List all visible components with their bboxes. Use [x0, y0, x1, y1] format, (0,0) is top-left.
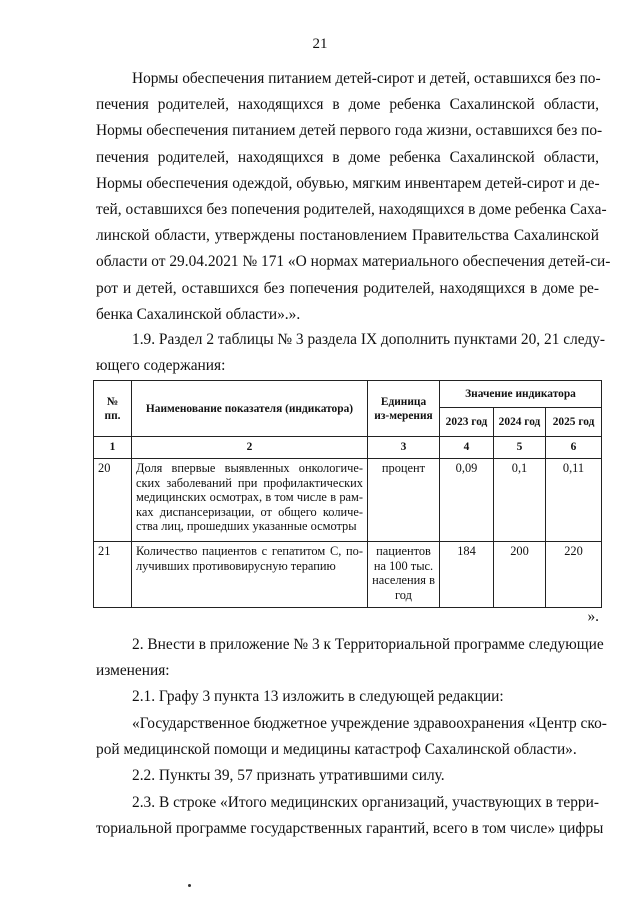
item-1-9-paragraph	[96, 327, 606, 379]
text-line: ториальной программе государственных гарантий, всего в том числе» цифры	[96, 820, 604, 838]
column-number: 6	[546, 437, 602, 459]
item-2-3-paragraph	[96, 790, 604, 842]
header-year: 2023 год	[440, 408, 494, 437]
text-line: печения родителей, находящихся в доме ребенка Сахалинской области,	[96, 148, 599, 166]
text-line: бенка Сахалинской области».».	[96, 305, 301, 323]
item-2-1-paragraph	[96, 684, 599, 710]
text-line: 2.3. В строке «Итого медицинских организаций, участвующих в терри-	[132, 794, 599, 811]
text-line: изменения:	[96, 662, 170, 680]
row-value-2023: 0,09	[440, 459, 494, 542]
text-line: 2.1. Графу 3 пункта 13 изложить в следующей редакции:	[132, 688, 504, 705]
text-line: Нормы обеспечения питанием детей первого года жизни, оставшихся без по-	[96, 122, 603, 140]
row-name: Количество пациентов с гепатитом С, по-лучивших противовирусную терапию	[132, 542, 368, 608]
scan-speck	[188, 884, 191, 887]
header-num: № пп.	[94, 381, 132, 437]
page-number: 21	[312, 36, 328, 52]
text-line: 1.9. Раздел 2 таблицы № 3 раздела IX дополнить пунктами 20, 21 следу-	[132, 331, 606, 348]
table-row	[94, 542, 602, 608]
header-year: 2024 год	[494, 408, 546, 437]
text-line: области от 29.04.2021 № 171 «О нормах материального обеспечения детей-си-	[96, 253, 611, 271]
quote-paragraph	[96, 711, 607, 763]
text-line: печения родителей, находящихся в доме ребенка Сахалинской области,	[96, 96, 599, 114]
text-line: линской области, утверждены постановлением Правительства Сахалинской	[96, 227, 599, 245]
table-header-row	[94, 381, 602, 408]
column-number: 2	[132, 437, 368, 459]
item-2-2-paragraph	[96, 763, 599, 789]
column-number: 5	[494, 437, 546, 459]
table-closing-quote: ».	[587, 608, 599, 625]
header-name: Наименование показателя (индикатора)	[132, 381, 368, 437]
table-row	[94, 459, 602, 542]
header-value-group: Значение индикатора	[440, 381, 602, 408]
header-year: 2025 год	[546, 408, 602, 437]
row-value-2024: 200	[494, 542, 546, 608]
item-2-paragraph	[96, 632, 604, 684]
column-number: 4	[440, 437, 494, 459]
text-line: 2.2. Пункты 39, 57 признать утратившими силу.	[132, 767, 445, 784]
row-num: 21	[94, 542, 132, 608]
row-value-2025: 0,11	[546, 459, 602, 542]
column-number: 1	[94, 437, 132, 459]
text-line: «Государственное бюджетное учреждение здравоохранения «Центр ско-	[132, 715, 607, 732]
text-line: ющего содержания:	[96, 357, 226, 375]
intro-paragraph	[96, 66, 611, 328]
text-line: рот и детей, оставшихся без попечения родителей, находящихся в доме ре-	[96, 279, 599, 297]
row-name: Доля впервые выявленных онкологиче-ских заболеваний при профилактических медицинских осмотрах, в том числе в рам-ках диспансеризации, от общего количе-ства лиц, прошедших указанные осмотры	[132, 459, 368, 542]
text-line: Нормы обеспечения питанием детей-сирот и детей, оставшихся без по-	[132, 70, 601, 87]
row-num: 20	[94, 459, 132, 542]
column-numbers-row	[94, 437, 602, 459]
text-line: рой медицинской помощи и медицины катастроф Сахалинской области».	[96, 741, 577, 759]
row-value-2023: 184	[440, 542, 494, 608]
row-unit: процент	[368, 459, 440, 542]
column-number: 3	[368, 437, 440, 459]
text-line: Нормы обеспечения одеждой, обувью, мягким инвентарем детей-сирот и де-	[96, 174, 600, 192]
text-line: тей, оставшихся без попечения родителей, находящихся в доме ребенка Саха-	[96, 201, 607, 219]
header-unit: Единица из-мерения	[368, 381, 440, 437]
row-unit: пациентов на 100 тыс. населения в год	[368, 542, 440, 608]
row-value-2025: 220	[546, 542, 602, 608]
row-value-2024: 0,1	[494, 459, 546, 542]
text-line: 2. Внести в приложение № 3 к Территориальной программе следующие	[132, 636, 604, 653]
indicator-table	[93, 380, 602, 608]
